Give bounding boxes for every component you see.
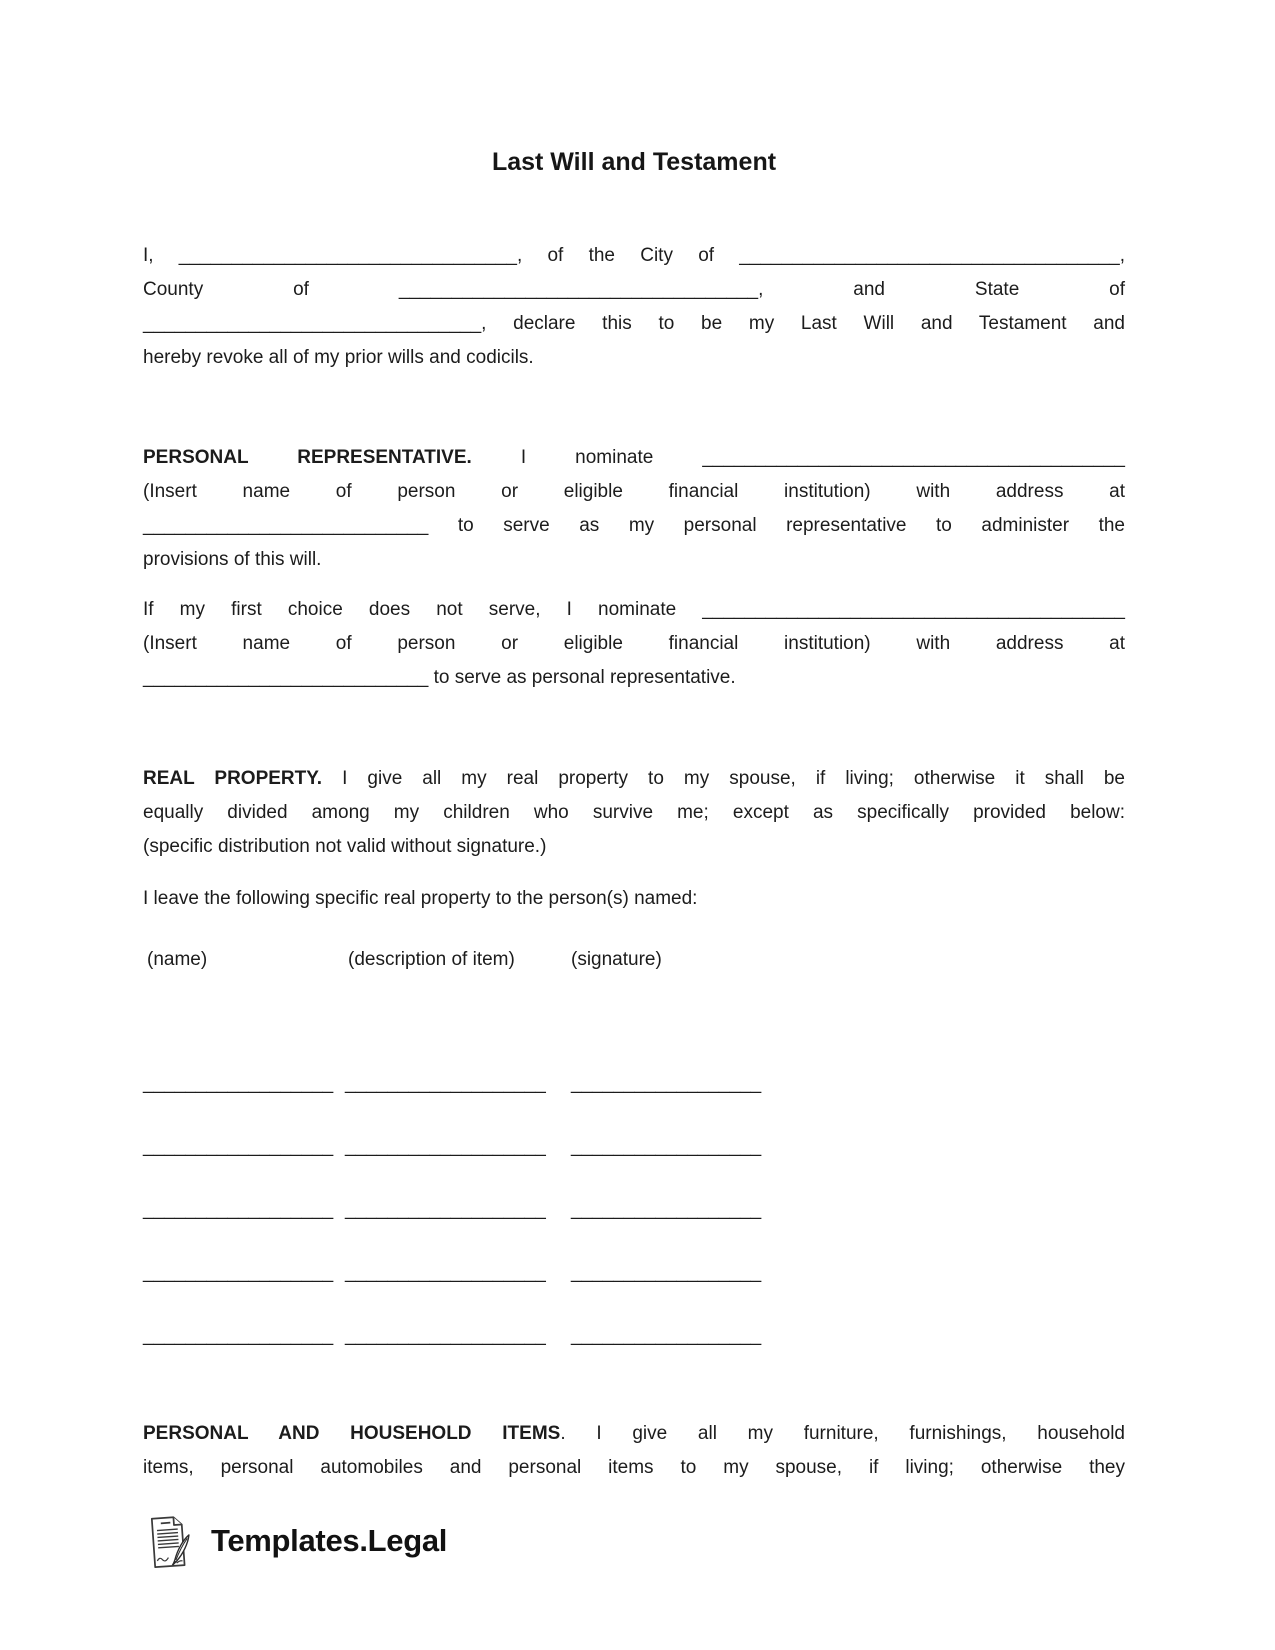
name-blank: __________________ xyxy=(143,1073,334,1094)
real-property-paragraph xyxy=(143,762,1125,864)
description-blank: ___________________ xyxy=(345,1199,546,1220)
personal-representative-line-2: (Insert name of person or eligible financial institution) with address at xyxy=(143,481,1125,502)
document-quill-icon xyxy=(143,1511,195,1571)
signature-blank: __________________ xyxy=(571,1136,762,1157)
description-blank: ___________________ xyxy=(345,1325,546,1346)
table-row-4 xyxy=(143,1256,1125,1290)
footer-brand xyxy=(143,1510,1125,1572)
second-choice-line-1: If my first choice does not serve, I nominate ________________________________________ xyxy=(143,599,1125,620)
page-title: Last Will and Testament xyxy=(491,148,777,176)
personal-representative-nominate-text: I nominate ________________________________________ xyxy=(471,447,1125,468)
real-property-line-2: equally divided among my children who survive me; except as specifically provided below: xyxy=(143,802,1125,823)
real-property-heading: REAL PROPERTY. xyxy=(143,768,323,789)
personal-household-line-1 xyxy=(143,1417,1125,1451)
signature-blank: __________________ xyxy=(571,1325,762,1346)
real-property-line-1 xyxy=(143,762,1125,796)
name-blank: __________________ xyxy=(143,1325,334,1346)
intro-line-3: ________________________________, declare this to be my Last Will and Testament and xyxy=(143,313,1125,334)
personal-representative-paragraph-2 xyxy=(143,593,1125,695)
name-blank: __________________ xyxy=(143,1199,334,1220)
personal-representative-line-1 xyxy=(143,441,1125,475)
personal-household-paragraph xyxy=(143,1417,1125,1485)
personal-representative-heading: PERSONAL REPRESENTATIVE. xyxy=(143,447,472,468)
intro-line-1: I, ________________________________, of the City of ____________________________________, xyxy=(143,245,1125,266)
table-row-2 xyxy=(143,1130,1125,1164)
intro-line-2: County of __________________________________, and State of xyxy=(143,279,1125,300)
personal-representative-line-4: provisions of this will. xyxy=(143,549,322,570)
property-table-body xyxy=(143,1067,1125,1353)
column-header-description: (description of item) xyxy=(348,949,515,970)
table-row-3 xyxy=(143,1193,1125,1227)
real-property-lead-in: I leave the following specific real property to the person(s) named: xyxy=(143,888,698,909)
column-header-signature: (signature) xyxy=(571,949,662,970)
column-header-name: (name) xyxy=(147,949,208,970)
personal-household-heading: PERSONAL AND HOUSEHOLD ITEMS xyxy=(143,1423,561,1444)
property-table-header xyxy=(143,943,1125,977)
signature-blank: __________________ xyxy=(571,1199,762,1220)
table-row-5 xyxy=(143,1319,1125,1353)
table-row-1 xyxy=(143,1067,1125,1101)
signature-blank: __________________ xyxy=(571,1262,762,1283)
intro-line-4: hereby revoke all of my prior wills and codicils. xyxy=(143,347,534,368)
intro-paragraph xyxy=(143,239,1125,375)
real-property-line-3: (specific distribution not valid without signature.) xyxy=(143,836,547,857)
description-blank: ___________________ xyxy=(345,1073,546,1094)
brand-name: Templates.Legal xyxy=(211,1523,448,1558)
signature-blank: __________________ xyxy=(571,1073,762,1094)
personal-representative-paragraph-1 xyxy=(143,441,1125,577)
personal-representative-line-3: ___________________________ to serve as my personal representative to administer the xyxy=(143,515,1125,536)
personal-household-text: . I give all my furniture, furnishings, household xyxy=(560,1423,1125,1444)
description-blank: ___________________ xyxy=(345,1262,546,1283)
real-property-text: I give all my real property to my spouse, if living; otherwise it shall be xyxy=(322,768,1125,789)
description-blank: ___________________ xyxy=(345,1136,546,1157)
name-blank: __________________ xyxy=(143,1136,334,1157)
second-choice-line-2: (Insert name of person or eligible financial institution) with address at xyxy=(143,633,1125,654)
name-blank: __________________ xyxy=(143,1262,334,1283)
second-choice-line-3: ___________________________ to serve as personal representative. xyxy=(143,667,736,688)
personal-household-line-2: items, personal automobiles and personal items to my spouse, if living; otherwise they xyxy=(143,1457,1125,1478)
